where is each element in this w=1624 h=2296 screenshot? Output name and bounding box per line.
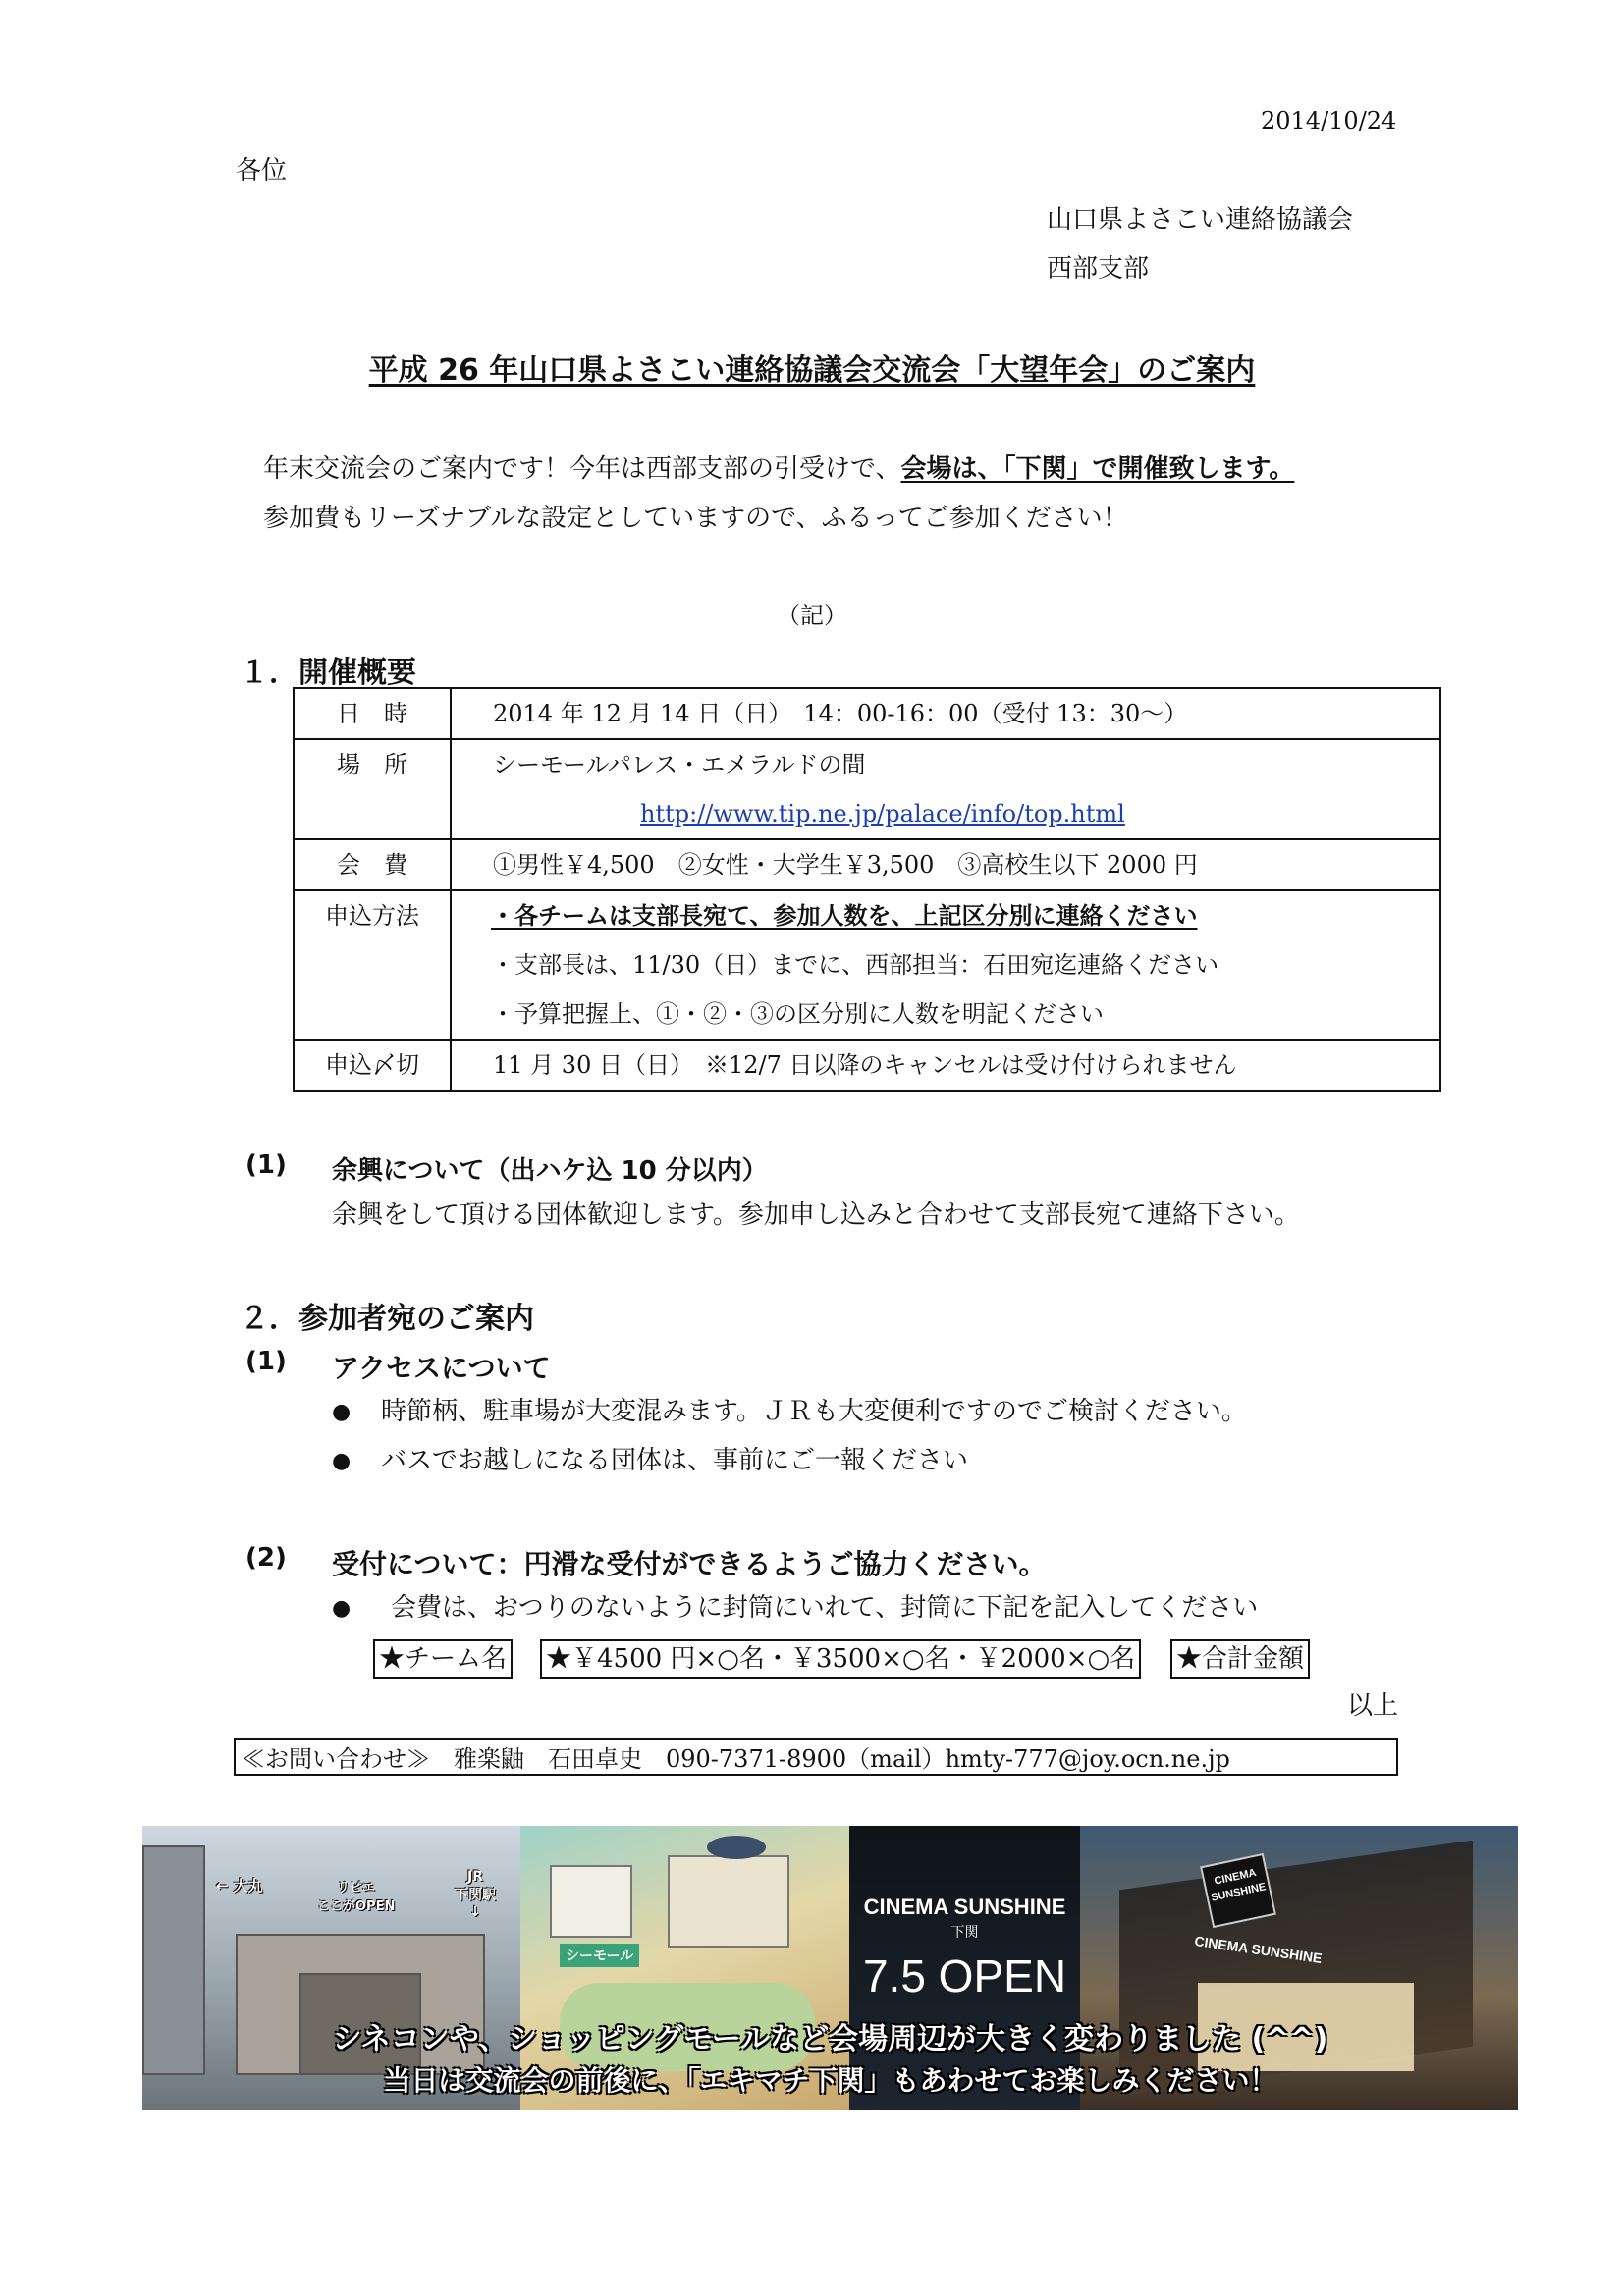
table-row xyxy=(294,890,1440,1040)
cinema-sign: CINEMA SUNSHINE xyxy=(1200,1853,1276,1928)
row-label-deadline: 申込〆切 xyxy=(294,1040,451,1091)
s1-sub1-heading: 余興について（出ハケ込 10 分以内） xyxy=(332,1156,768,1186)
row-value-deadline: 11 月 30 日（日） ※12/7 日以降のキャンセルは受け付けられません xyxy=(451,1040,1440,1091)
bullet-icon: ● xyxy=(332,1596,352,1621)
row-label-datetime: 日 時 xyxy=(294,688,451,739)
application-line-3: ・予算把握上、①・②・③の区分別に人数を明記ください xyxy=(491,1000,1104,1028)
ki-marker: （記） xyxy=(777,602,847,629)
s2-sub1-num: (1) xyxy=(245,1347,287,1376)
banner-note-ripie: リピエ ここがOPEN xyxy=(317,1881,396,1914)
table-row xyxy=(294,839,1440,890)
section-1-heading: １．開催概要 xyxy=(240,656,416,690)
banner-note-station: JR 下関駅 ↓ xyxy=(455,1869,496,1920)
s2-sub2-heading: 受付について：円滑な受付ができるようご協力ください。 xyxy=(332,1548,1047,1580)
page-title: 平成 26 年山口県よさこい連絡協議会交流会「大望年会」のご案内 xyxy=(368,353,1256,388)
envelope-box-total: ★合計金額 xyxy=(1170,1639,1310,1679)
s1-sub1-text: 余興をして頂ける団体歓迎します。参加申し込みと合わせて支部長宛て連絡下さい。 xyxy=(332,1201,1300,1230)
intro-line-1 xyxy=(263,454,1294,487)
bullet-icon: ● xyxy=(332,1400,352,1424)
row-value-application xyxy=(451,890,1440,1040)
whale-icon xyxy=(707,1836,766,1859)
table-row xyxy=(294,688,1440,739)
s2-sub1-bullet-2: バスでお越しになる団体は、事前にご一報ください xyxy=(381,1446,969,1475)
sender-branch: 西部支部 xyxy=(1047,254,1150,284)
row-value-datetime: 2014 年 12 月 14 日（日） 14：00-16：00（受付 13：30～） xyxy=(451,688,1440,739)
envelope-box-count: ★￥4500 円×○名・￥3500×○名・￥2000×○名 xyxy=(540,1639,1141,1679)
mall-sign: シーモール xyxy=(560,1944,639,1967)
intro-line-1-emphasis: 会場は、「下関」で開催致します。 xyxy=(900,454,1295,484)
application-line-2: ・支部長は、11/30（日）までに、西部担当：石田宛迄連絡ください xyxy=(491,951,1219,979)
row-label-fee: 会 費 xyxy=(294,839,451,890)
cinema-title: CINEMA SUNSHINE xyxy=(863,1895,1066,1919)
venue-link[interactable]: http://www.tip.ne.jp/palace/info/top.html xyxy=(640,800,1125,828)
s2-sub2-bullet: 会費は、おつりのないように封筒にいれて、封筒に下記を記入してください xyxy=(391,1593,1259,1623)
closing-ijo: 以上 xyxy=(1347,1691,1399,1721)
cinema-facade-text: CINEMA SUNSHINE xyxy=(1193,1932,1324,1967)
event-area-banner-image xyxy=(142,1826,1518,2110)
event-overview-table xyxy=(293,687,1441,1092)
addressee: 各位 xyxy=(236,156,288,186)
row-label-application: 申込方法 xyxy=(294,890,451,1040)
document-date: 2014/10/24 xyxy=(1261,107,1397,134)
row-label-venue: 場 所 xyxy=(294,739,451,839)
row-value-venue: シーモールパレス・エメラルドの間 http://www.tip.ne.jp/palace/info/top.html xyxy=(451,739,1440,839)
cinema-subtitle: 下関 xyxy=(950,1924,979,1940)
banner-caption-2: 当日は交流会の前後に、「エキマチ下関」もあわせてお楽しみください！ xyxy=(383,2064,1277,2097)
s2-sub1-heading: アクセスについて xyxy=(332,1352,551,1384)
section-2-heading: ２．参加者宛のご案内 xyxy=(240,1302,534,1336)
table-row xyxy=(294,739,1440,839)
s2-sub1-bullet-1: 時節柄、駐車場が大変混みます。ＪＲも大変便利ですのでご検討ください。 xyxy=(381,1397,1247,1426)
intro-line-1-plain: 年末交流会のご案内です！今年は西部支部の引受けで、 xyxy=(263,454,901,484)
row-value-fee: ①男性￥4,500 ②女性・大学生￥3,500 ③高校生以下 2000 円 xyxy=(451,839,1440,890)
banner-note-daimaru: ← 大丸 xyxy=(216,1877,263,1895)
s1-sub1-num: (1) xyxy=(245,1150,287,1180)
intro-line-2: 参加費もリーズナブルな設定としていますので、ふるってご参加ください！ xyxy=(263,504,1128,533)
bullet-icon: ● xyxy=(332,1449,352,1473)
contact-box: ≪お問い合わせ≫ 雅楽鼬 石田卓史 090-7371-8900（mail）hmty-777@joy.ocn.ne.jp xyxy=(234,1738,1398,1776)
cinema-open-date: 7.5 OPEN xyxy=(862,1950,1067,2002)
table-row xyxy=(294,1040,1440,1091)
sender-org: 山口県よさこい連絡協議会 xyxy=(1047,205,1354,235)
s2-sub2-num: (2) xyxy=(245,1543,287,1573)
application-line-1: ・各チームは支部長宛て、参加人数を、上記区分別に連絡ください xyxy=(491,902,1198,930)
banner-caption-1: シネコンや、ショッピングモールなど会場周辺が大きく変わりました (^^) xyxy=(332,2022,1328,2056)
envelope-box-team: ★チーム名 xyxy=(373,1639,513,1679)
